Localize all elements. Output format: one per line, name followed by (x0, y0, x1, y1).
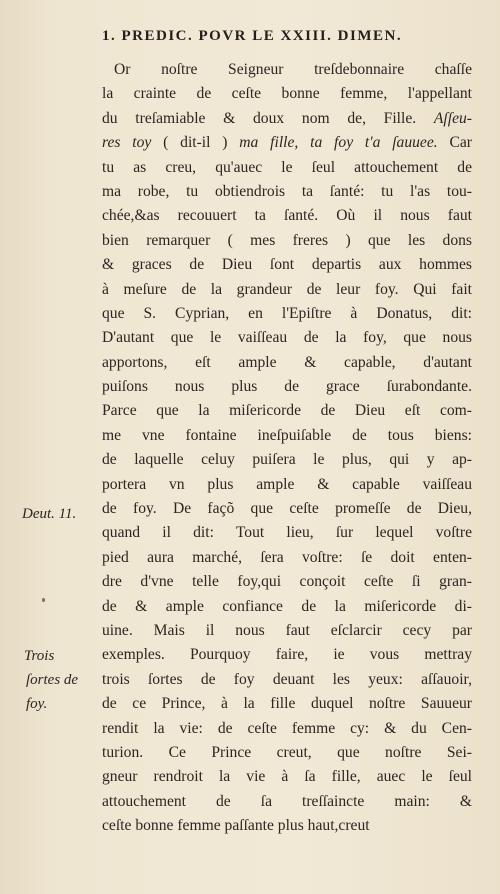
text-span: Parce que la miſericorde de Dieu eſt com- (102, 402, 472, 420)
text-span: ceſte bonne femme paſſante plus haut,creut (102, 817, 370, 835)
margin-note-trois-line1: Trois (24, 648, 55, 664)
margin-note-trois-line3: foy. (26, 696, 48, 712)
text-line (102, 595, 472, 619)
text-line (102, 399, 472, 423)
text-span: puiſons nous plus de grace ſurabondante. (102, 378, 472, 396)
text-span: trois ſortes de foy deuant les yeux: aſſauoir, (102, 670, 472, 688)
text-line (102, 619, 472, 643)
text-line (102, 204, 472, 228)
text-line (102, 521, 472, 545)
running-header: 1. PREDIC. POVR LE XXIII. DIMEN. (102, 28, 403, 44)
text-line (102, 375, 472, 399)
text-line (102, 790, 472, 814)
ink-speck (42, 598, 45, 602)
italic-span: res toy (102, 134, 152, 152)
text-span: de laquelle celuy puiſera le plus, qui y ap- (102, 451, 472, 469)
text-line (102, 351, 472, 375)
text-span: tu as creu, qu'auec le ſeul attouchement de (102, 158, 472, 176)
text-line (102, 497, 472, 521)
text-line (102, 448, 472, 472)
text-line (102, 58, 472, 82)
text-span: Or noſtre Seigneur treſdebonnaire chaſſe (114, 61, 472, 78)
text-line (102, 473, 472, 497)
italic-span: ma fille, ta foy t'a ſauuee. (239, 134, 438, 152)
text-line (102, 814, 472, 838)
text-span: portera vn plus ample & capable vaiſſeau (102, 475, 472, 493)
text-line (102, 156, 472, 180)
text-line (102, 82, 472, 106)
text-line (102, 326, 472, 350)
text-line (102, 717, 472, 741)
text-span: me vne fontaine ineſpuiſable de tous biens: (102, 426, 472, 444)
text-line (102, 180, 472, 204)
text-span: & graces de Dieu ſont departis aux hommes (102, 256, 472, 274)
text-span: bien remarquer ( mes freres ) que les dons (102, 231, 472, 249)
text-span: de & ample confiance de la miſericorde di- (102, 597, 472, 615)
text-line (102, 278, 472, 302)
italic-span: Aſſeu- (433, 109, 472, 127)
text-span: de foy. De façõ que ceſte promeſſe de Dieu, (102, 500, 472, 518)
text-line (102, 570, 472, 594)
text-span: turion. Ce Prince creut, que noſtre Sei- (102, 743, 472, 761)
text-span: à meſure de la grandeur de leur foy. Qui fait (102, 280, 472, 298)
text-line (102, 131, 472, 155)
text-line (102, 765, 472, 789)
text-line (102, 424, 472, 448)
text-line (102, 692, 472, 716)
text-span: la crainte de ceſte bonne femme, l'appellant (102, 85, 472, 103)
text-span: apportons, eſt ample & capable, d'autant (102, 353, 472, 371)
text-line (102, 668, 472, 692)
text-span: pied aura marché, ſera voſtre: ſe doit enten- (102, 548, 472, 566)
text-line (102, 253, 472, 277)
text-span: ( dit-il ) (151, 134, 240, 152)
text-line (102, 107, 472, 131)
text-span: rendit la vie: de ceſte femme cy: & du Cen- (102, 719, 472, 737)
margin-note-trois-line2: ſortes de (26, 672, 79, 688)
text-span: du treſamiable & doux nom de, Fille. (102, 109, 434, 127)
text-span: Car (437, 134, 472, 152)
body-text (102, 58, 472, 839)
text-span: gneur rendroit la vie à ſa fille, auec le ſeul (102, 768, 472, 786)
text-line (102, 302, 472, 326)
text-line (102, 643, 472, 667)
margin-note-deut: Deut. 11. (22, 506, 77, 522)
text-line (102, 229, 472, 253)
text-span: quand il dit: Tout lieu, ſur lequel voſtre (102, 524, 472, 542)
text-span: exemples. Pourquoy faire, ie vous mettray (102, 646, 472, 664)
text-span: de ce Prince, à la fille duquel noſtre Sauueur (102, 695, 472, 713)
text-span: uine. Mais il nous faut eſclarcir cecy par (102, 621, 472, 639)
text-line (102, 741, 472, 765)
text-line (102, 546, 472, 570)
text-span: D'autant que le vaiſſeau de la foy, que nous (102, 329, 472, 347)
text-span: que S. Cyprian, en l'Epiſtre à Donatus, dit: (102, 304, 472, 322)
text-span: dre d'vne telle foy,qui conçoit ceſte ſi gran- (102, 573, 472, 591)
text-span: attouchement de ſa treſſaincte main: & (102, 792, 472, 810)
text-span: chée,&as recouuert ta ſanté. Où il nous faut (102, 207, 472, 225)
text-span: ma robe, tu obtiendrois ta ſanté: tu l'as tou- (102, 182, 472, 200)
